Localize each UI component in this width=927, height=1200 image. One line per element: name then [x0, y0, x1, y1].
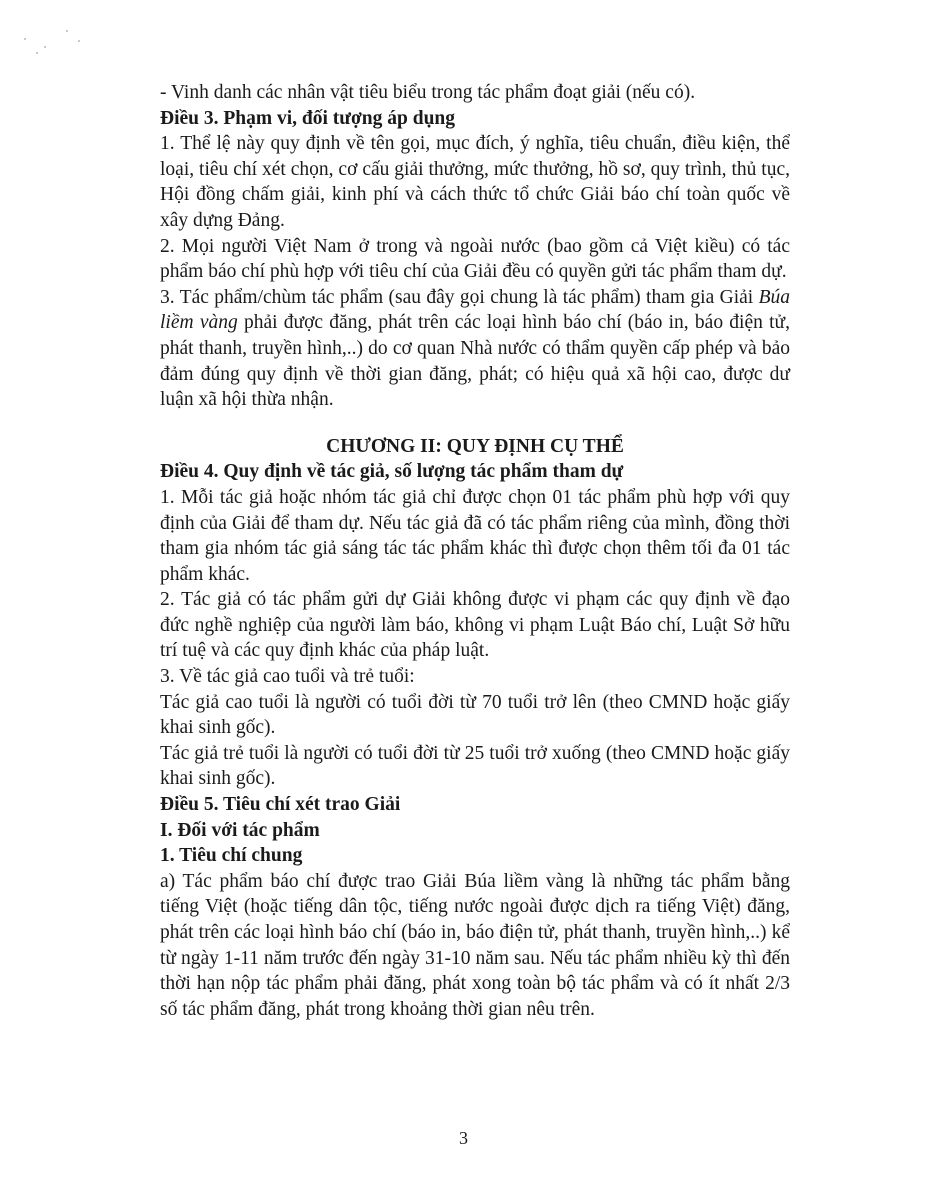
article-4-senior-author: Tác giả cao tuổi là người có tuổi đời từ 70 tuổi trở lên (theo CMND hoặc giấy khai sinh gốc).: [160, 691, 790, 739]
article-5-title: Điều 5. Tiêu chí xét trao Giải: [160, 794, 401, 816]
scan-speck: [24, 38, 26, 40]
article-5-section-1: I. Đối với tác phẩm: [160, 819, 320, 841]
page-number: 3: [459, 1128, 468, 1148]
article-4-item-3: 3. Về tác giả cao tuổi và trẻ tuổi:: [160, 666, 415, 688]
article-5-item-a: a) Tác phẩm báo chí được trao Giải Búa liềm vàng là những tác phẩm bằng tiếng Việt (hoặc tiếng dân tộc, tiếng nước ngoài được dịch ra tiếng Việt) đăng, phát trên các loại hình báo chí (báo in, báo điện tử, phát thanh, truyền hình,..) kể từ ngày 1-11 năm trước đến ngày 31-10 năm sau. Nếu tác phẩm nhiều kỳ thì đến thời hạn nộp tác phẩm phải đăng, phát xong toàn bộ tác phẩm và có ít nhất 2/3 số tác phẩm đăng, phát trong khoảng thời gian nêu trên.: [160, 870, 790, 1020]
scan-speck: [36, 52, 38, 54]
article-3-item-2: 2. Mọi người Việt Nam ở trong và ngoài nước (bao gồm cả Việt kiều) có tác phẩm báo chí phù hợp với tiêu chí của Giải đều có quyền gửi tác phẩm tham dự.: [160, 235, 790, 283]
article-3-title: Điều 3. Phạm vi, đối tượng áp dụng: [160, 107, 456, 129]
scan-speck: [78, 40, 80, 42]
article-3-item-3-prefix: 3. Tác phẩm/chùm tác phẩm (sau đây gọi chung là tác phẩm) tham gia Giải: [160, 286, 759, 308]
document-page: [160, 80, 790, 1022]
chapter-2-title: CHƯƠNG II: QUY ĐỊNH CỤ THỂ: [326, 435, 624, 457]
article-4-item-2: 2. Tác giả có tác phẩm gửi dự Giải không được vi phạm các quy định về đạo đức nghề nghiệp của người làm báo, không vi phạm Luật Báo chí, Luật Sở hữu trí tuệ và các quy định khác của pháp luật.: [160, 589, 790, 662]
article-3-item-3: [160, 285, 790, 413]
article-3-item-3-suffix: phải được đăng, phát trên các loại hình báo chí (báo in, báo điện tử, phát thanh, truyền hình,..) do cơ quan Nhà nước có thẩm quyền cấp phép và bảo đảm đúng quy định về thời gian đăng, phát; có hiệu quả xã hội cao, được dư luận xã hội thừa nhận.: [160, 312, 790, 411]
article-4-young-author: Tác giả trẻ tuổi là người có tuổi đời từ 25 tuổi trở xuống (theo CMND hoặc giấy khai sinh gốc).: [160, 742, 790, 790]
article-5-subsection-1: 1. Tiêu chí chung: [160, 845, 303, 867]
article-4-title: Điều 4. Quy định về tác giả, số lượng tác phẩm tham dự: [160, 461, 624, 483]
honor-bullet: - Vinh danh các nhân vật tiêu biểu trong tác phẩm đoạt giải (nếu có).: [160, 82, 696, 103]
scan-speck: [66, 30, 68, 32]
article-4-item-1: 1. Mỗi tác giả hoặc nhóm tác giả chỉ được chọn 01 tác phẩm phù hợp với quy định của Giải để tham dự. Nếu tác giả đã có tác phẩm riêng của mình, đồng thời tham gia nhóm tác giả sáng tác tác phẩm khác thì được chọn thêm tối đa 01 tác phẩm khác.: [160, 486, 790, 585]
article-3-item-1: 1. Thể lệ này quy định về tên gọi, mục đích, ý nghĩa, tiêu chuẩn, điều kiện, thể loại, tiêu chí xét chọn, cơ cấu giải thưởng, mức thưởng, hồ sơ, quy trình, thủ tục, Hội đồng chấm giải, kinh phí và cách thức tổ chức Giải báo chí toàn quốc về xây dựng Đảng.: [160, 133, 790, 231]
scan-speck: [44, 46, 46, 48]
award-name-italic: Búa liềm vàng: [160, 286, 790, 334]
